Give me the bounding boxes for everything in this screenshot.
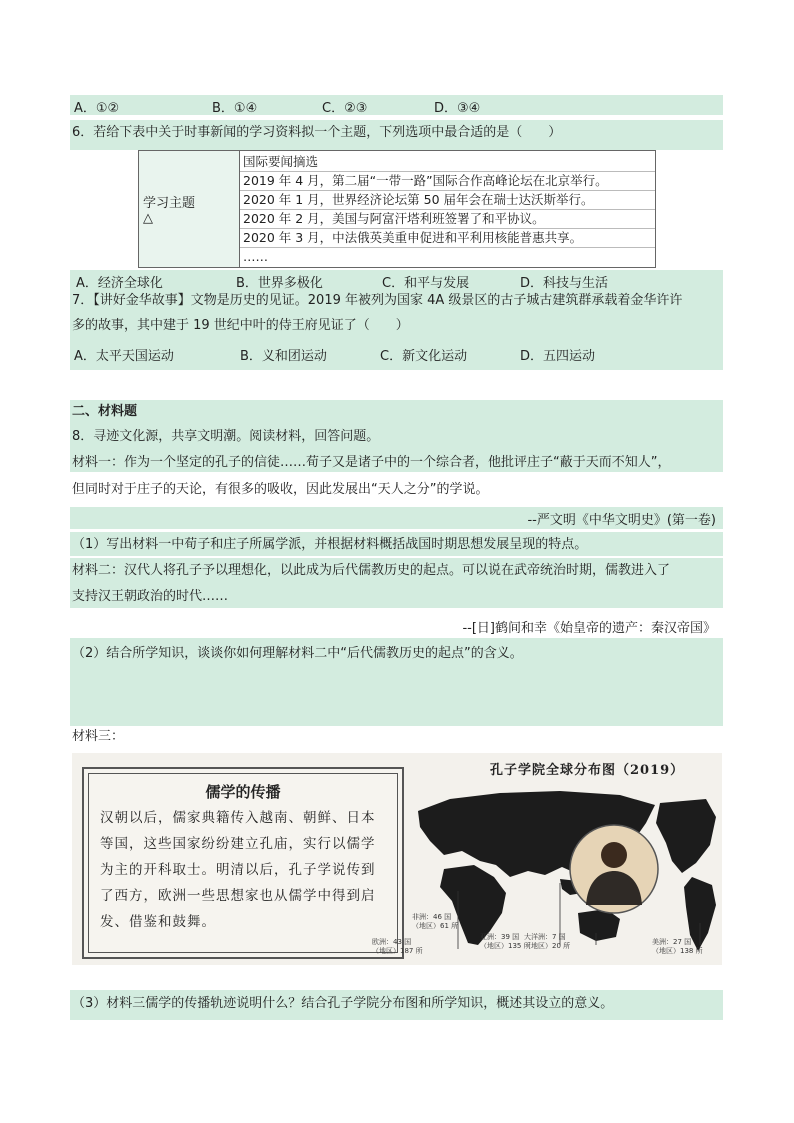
q6-stem: 6．若给下表中关于时事新闻的学习资料拟一个主题，下列选项中最合适的是（ ） bbox=[72, 125, 562, 140]
band-q5 bbox=[70, 95, 723, 115]
news-item: …… bbox=[243, 248, 268, 264]
australia-shape bbox=[578, 909, 620, 941]
ruxue-scroll bbox=[82, 767, 404, 959]
question-2: （2）结合所学知识，谈谈你如何理解材料二中“后代儒教历史的起点”的含义。 bbox=[72, 646, 523, 661]
q5-option-d[interactable]: D．③④ bbox=[434, 101, 481, 116]
news-item: 2020 年 3 月，中法俄英美重申促进和平利用核能普惠共享。 bbox=[240, 229, 655, 248]
section-heading: 二、材料题 bbox=[72, 404, 138, 419]
map-title: 孔子学院全球分布图（2019） bbox=[490, 763, 685, 778]
label-asia: 亚洲：39 国 （地区）135 所 bbox=[480, 933, 531, 950]
label-europe: 欧洲：43 国 （地区）187 所 bbox=[372, 938, 423, 955]
material2-source: --[日]鹤间和幸《始皇帝的遗产：秦汉帝国》 bbox=[462, 621, 716, 636]
north-america-shape bbox=[656, 799, 716, 873]
q6-option-b[interactable]: B．世界多极化 bbox=[236, 276, 323, 291]
label-africa: 非洲：46 国 （地区）61 所 bbox=[412, 913, 459, 930]
scroll-title: 儒学的传播 bbox=[205, 783, 281, 801]
scroll-text: 汉朝以后，儒家典籍传入越南、朝鲜、日本等国，这些国家纷纷建立孔庙，实行以儒学为主的开科取士。明清以后，孔子学说传到了西方，欧洲一些思想家也从儒学中得到启发、借鉴和鼓舞。 bbox=[100, 810, 376, 930]
q5-option-c[interactable]: C．②③ bbox=[322, 101, 368, 116]
q7-option-d[interactable]: D．五四运动 bbox=[520, 349, 596, 364]
news-header: 国际要闻摘选 bbox=[240, 153, 655, 172]
q5-option-b[interactable]: B．①④ bbox=[212, 101, 258, 116]
material1-line1: 材料一：作为一个坚定的孔子的信徒……荀子又是诸子中的一个综合者，他批评庄子“蔽于天而不知人”， bbox=[72, 455, 671, 470]
theme-value: △ bbox=[143, 211, 153, 226]
q8-stem: 8．寻迹文化源，共享文明潮。阅读材料，回答问题。 bbox=[72, 429, 380, 444]
material1-line2: 但同时对于庄子的天论，有很多的吸收，因此发展出“天人之分”的学说。 bbox=[72, 482, 489, 497]
label-oceania: 大洋洲：7 国 （地区）20 所 bbox=[524, 933, 571, 950]
material3-label: 材料三： bbox=[72, 729, 125, 744]
q7-line1: 7．【讲好金华故事】文物是历史的见证。2019 年被列为国家 4A 级景区的古子城古建筑群承载着金华许许 bbox=[72, 293, 683, 308]
news-item: 2019 年 4 月，第二届“一带一路”国际合作高峰论坛在北京举行。 bbox=[240, 172, 655, 191]
news-item: 2020 年 1 月，世界经济论坛第 50 届年会在瑞士达沃斯举行。 bbox=[240, 191, 655, 210]
theme-cell bbox=[139, 151, 240, 268]
material1-source: --严文明《中华文明史》(第一卷) bbox=[527, 513, 716, 528]
theme-label: 学习主题 bbox=[143, 196, 196, 211]
q5-option-a[interactable]: A．①② bbox=[74, 101, 120, 116]
question-1: （1）写出材料一中荀子和庄子所属学派，并根据材料概括战国时期思想发展呈现的特点。 bbox=[72, 537, 588, 552]
news-cell bbox=[240, 151, 656, 268]
material2-line1: 材料二：汉代人将孔子予以理想化，以此成为后代儒教历史的起点。可以说在武帝统治时期，儒教进入了 bbox=[72, 563, 671, 578]
news-table bbox=[138, 150, 656, 268]
material2-line2: 支持汉王朝政治的时代…… bbox=[72, 589, 229, 604]
label-america: 美洲：27 国 （地区）138 所 bbox=[652, 938, 703, 955]
question-3: （3）材料三儒学的传播轨迹说明什么？结合孔子学院分布图和所学知识，概述其设立的意义。 bbox=[72, 996, 614, 1011]
q6-option-a[interactable]: A．经济全球化 bbox=[76, 276, 163, 291]
q7-line2: 多的故事，其中建于 19 世纪中叶的侍王府见证了（ ） bbox=[72, 318, 409, 333]
q7-option-c[interactable]: C．新文化运动 bbox=[380, 349, 468, 364]
q7-option-b[interactable]: B．义和团运动 bbox=[240, 349, 327, 364]
q7-option-a[interactable]: A．太平天国运动 bbox=[74, 349, 174, 364]
q6-option-d[interactable]: D．科技与生活 bbox=[520, 276, 609, 291]
q6-option-c[interactable]: C．和平与发展 bbox=[382, 276, 470, 291]
material3-figure bbox=[72, 753, 722, 965]
confucius-head bbox=[601, 842, 627, 868]
news-item: 2020 年 2 月，美国与阿富汗塔利班签署了和平协议。 bbox=[240, 210, 655, 229]
